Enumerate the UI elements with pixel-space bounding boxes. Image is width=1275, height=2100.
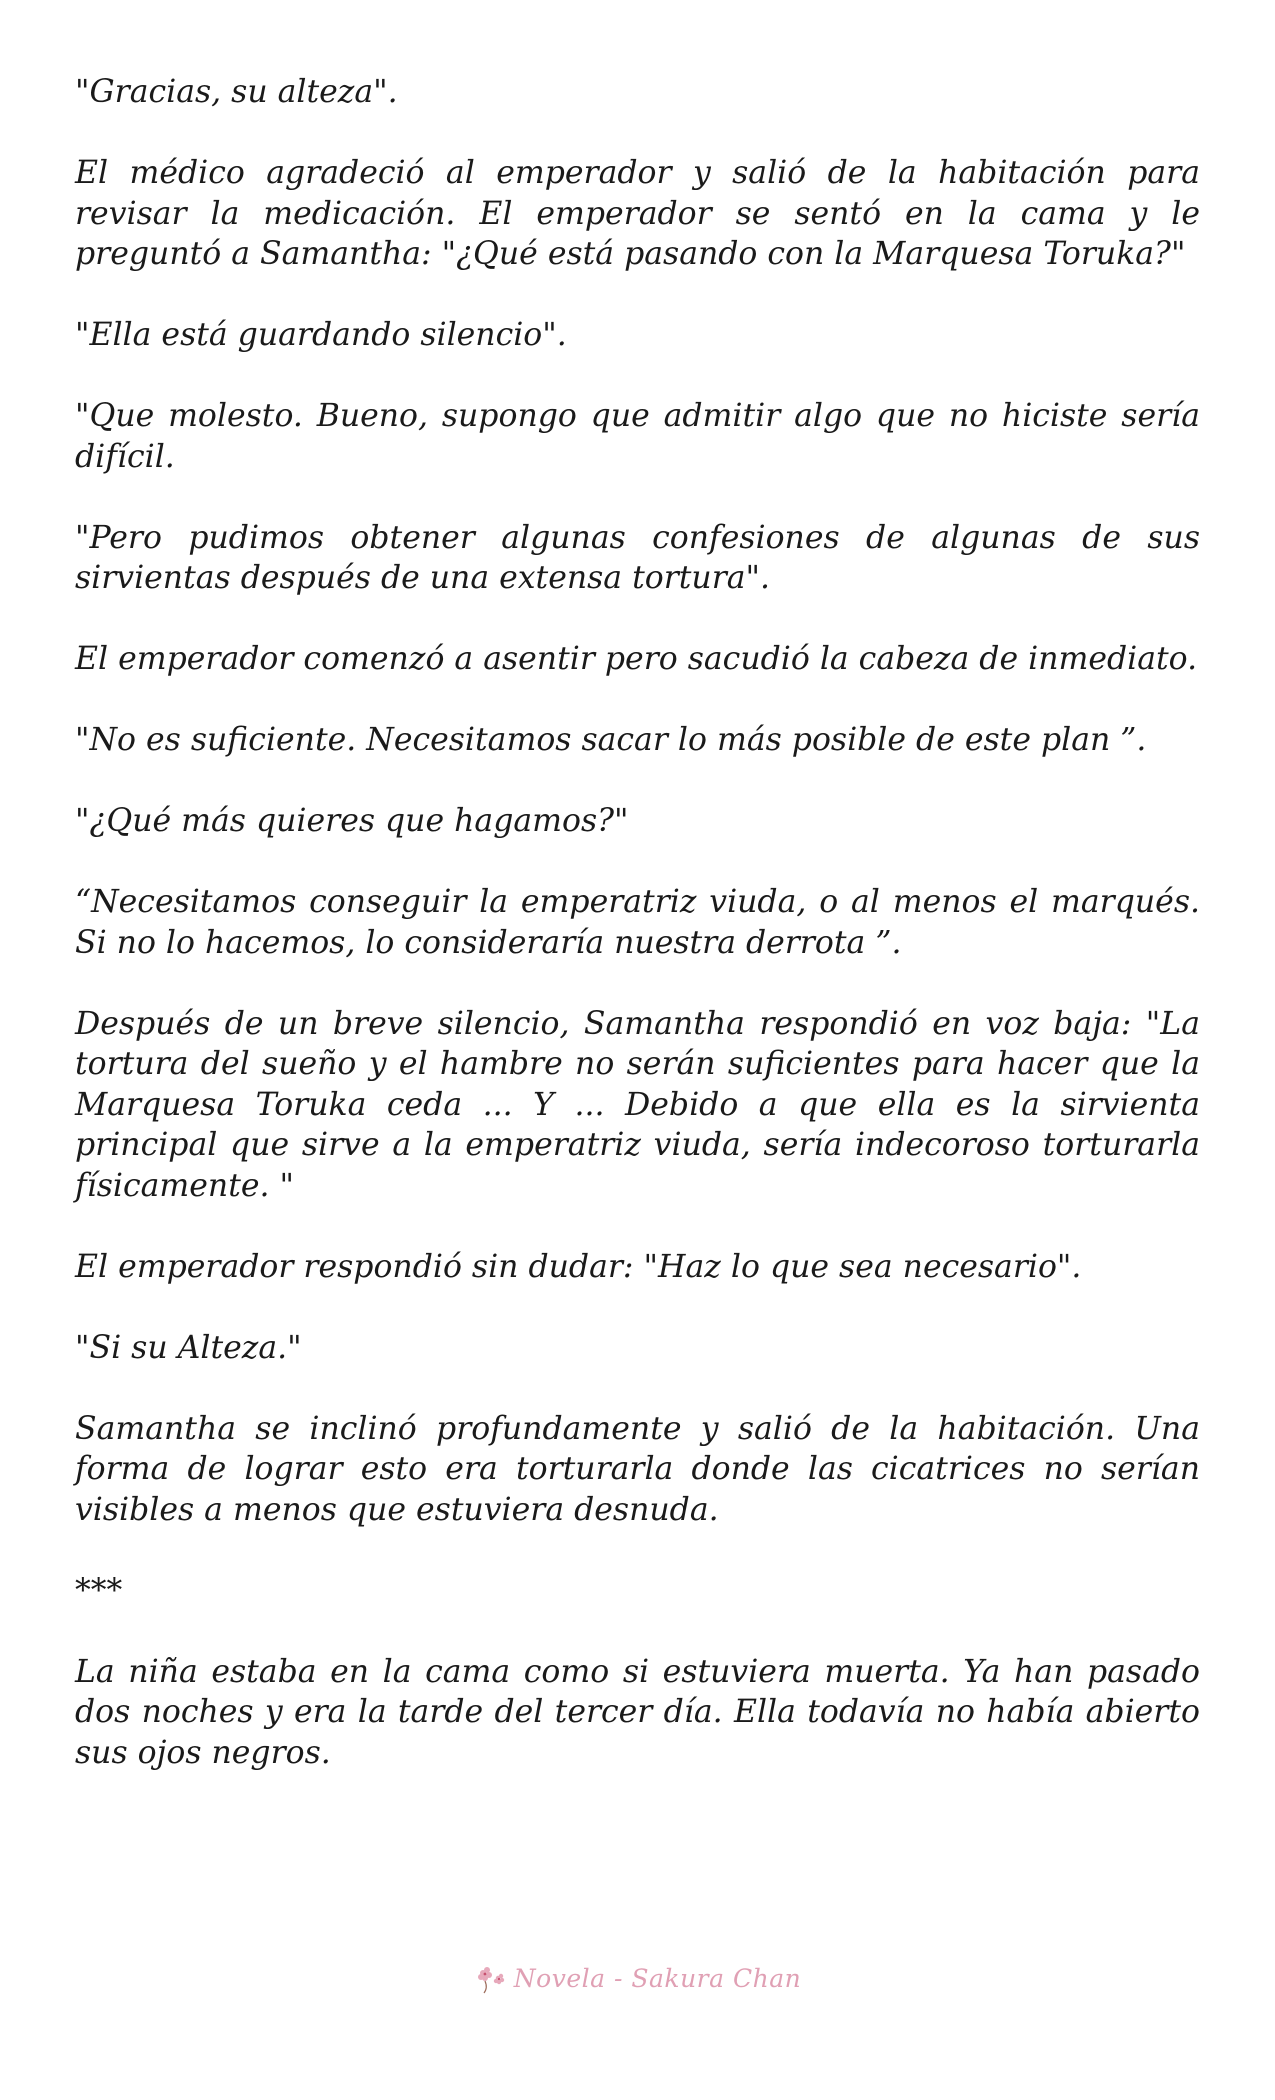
- footer-watermark: [0, 1962, 1275, 1994]
- paragraph-15: La niña estaba en la cama como si estuviera muerta. Ya han pasado dos noches y era la tarde del tercer día. Ella todavía no había abierto sus ojos negros.: [75, 1653, 1200, 1771]
- paragraph-6: El emperador comenzó a asentir pero sacudió la cabeza de inmediato.: [75, 641, 1198, 677]
- paragraph-8: "¿Qué más quieres que hagamos?": [75, 803, 629, 839]
- paragraph-3: "Ella está guardando silencio".: [75, 317, 567, 353]
- paragraph-13: Samantha se inclinó profundamente y salió de la habitación. Una forma de lograr esto era torturarla donde las cicatrices no serían visibles a menos que estuviera desnuda.: [75, 1410, 1200, 1528]
- paragraph-10: Después de un breve silencio, Samantha respondió en voz baja: "La tortura del sueño y el hambre no serán suficientes para hacer que la Marquesa Toruka ceda ... Y ... Debido a que ella es la sirvienta principal que sirve a la emperatriz viuda, sería indecoroso torturarla físicamente. ": [75, 1005, 1200, 1204]
- paragraph-9: “Necesitamos conseguir la emperatriz viuda, o al menos el marqués. Si no lo hacemos, lo consideraría nuestra derrota ”.: [75, 884, 1200, 961]
- paragraph-7: "No es suficiente. Necesitamos sacar lo más posible de este plan ”.: [75, 722, 1147, 758]
- paragraph-4: "Que molesto. Bueno, supongo que admitir algo que no hiciste sería difícil.: [75, 398, 1200, 475]
- paragraph-5: "Pero pudimos obtener algunas confesiones de algunas de sus sirvientas después de una extensa tortura".: [75, 519, 1200, 596]
- footer-label: Novela - Sakura Chan: [513, 1964, 802, 1993]
- paragraph-2: El médico agradeció al emperador y salió de la habitación para revisar la medicación. El emperador se sentó en la cama y le preguntó a Samantha: "¿Qué está pasando con la Marquesa Toruka?": [75, 155, 1200, 272]
- cherry-blossom-icon: [474, 1964, 508, 1994]
- document-body: [75, 72, 1200, 1814]
- paragraph-11: El emperador respondió sin dudar: "Haz lo que sea necesario".: [75, 1248, 1082, 1285]
- scene-break: ***: [75, 1572, 123, 1609]
- paragraph-1: "Gracias, su alteza".: [75, 74, 398, 110]
- paragraph-12: "Si su Alteza.": [75, 1329, 302, 1366]
